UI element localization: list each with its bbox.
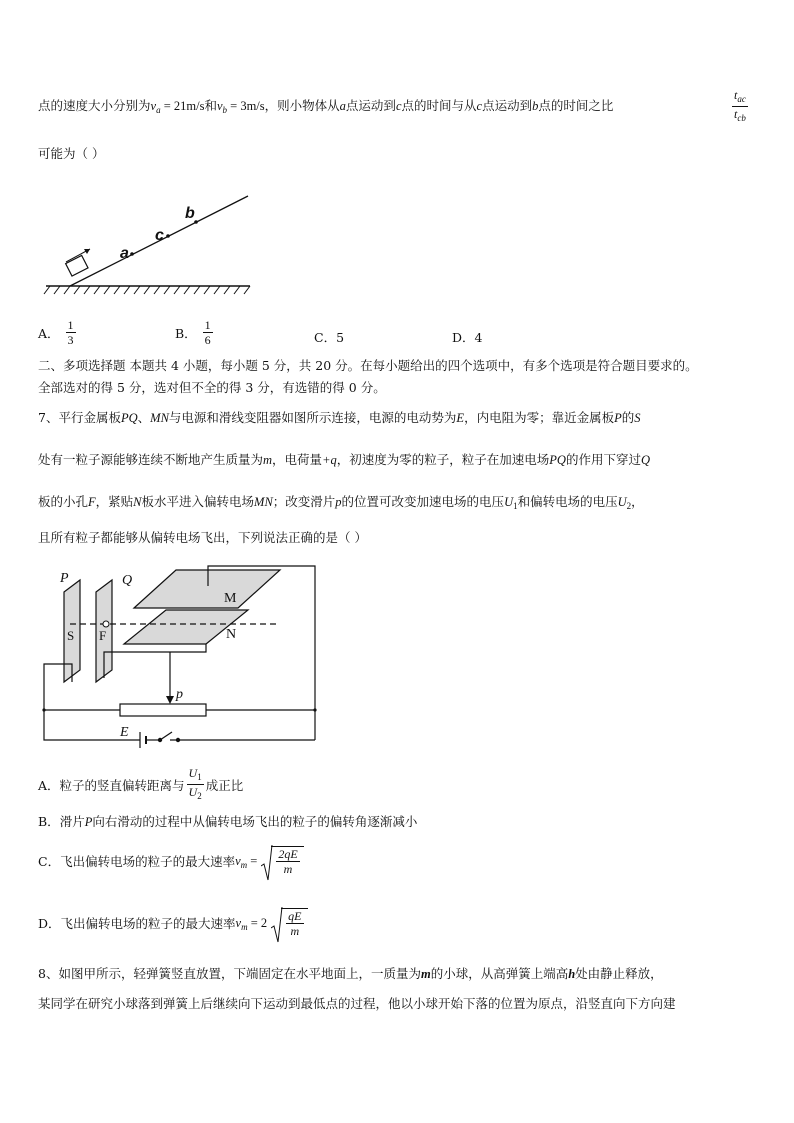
q7-option-c[interactable]: C．飞出偏转电场的粒子的最大速率$v_m$ = $\frac{2qE}{m}$	[38, 846, 304, 876]
section2-line2: 全部选对的得 5 分，选对但不全的得 3 分，有选错的得 0 分。	[38, 380, 386, 395]
sliding-block	[66, 255, 88, 276]
q6-option-d[interactable]: D．4	[452, 330, 483, 345]
point-a	[130, 252, 134, 256]
fig-label-N: N	[226, 627, 237, 642]
battery-icon	[140, 732, 160, 748]
q7-option-d[interactable]: D．飞出偏转电场的粒子的最大速率$v_m = 2$ $\frac{qE}{m}$	[38, 908, 308, 938]
time-ratio-fraction: $t_{ac}$ $t_{cb}$	[734, 88, 746, 123]
fig-label-M: M	[224, 591, 237, 606]
fig-label-P: P	[60, 571, 69, 586]
q7-option-a[interactable]: A．粒子的竖直偏转距离与 $\frac{U_1}{U_2}$ 成正比	[38, 766, 244, 801]
wire-n-bottom	[104, 644, 206, 678]
label-a: a	[120, 245, 129, 262]
q7-stem-line2: 处有一粒子源能够连续不断地产生质量为m，电荷量+q，初速度为零的粒子，粒子在加速电场PQ的作用下穿过Q	[38, 452, 650, 467]
q8-stem-line2: 某同学在研究小球落到弹簧上后继续向下运动到最低点的过程，他以小球开始下落的位置为原点，沿竖直向下方向建	[38, 996, 676, 1011]
q6-stem-line1: 点的速度大小分别为$v_a = 21m/s$和$v_b = 3m/s$，则小物体从a点运动到c点的时间与从c点运动到b点的时间之比	[38, 98, 614, 115]
q7-stem-line4: 且所有粒子都能够从偏转电场飞出，下列说法正确的是（ ）	[38, 530, 367, 545]
sqrt-c: $\frac{2qE}{m}$	[261, 846, 303, 876]
fig-label-S: S	[67, 628, 75, 643]
ground-hatching	[44, 286, 250, 294]
q7-option-b[interactable]: B．滑片P向右滑动的过程中从偏转电场飞出的粒子的偏转角逐渐减小	[38, 814, 418, 829]
fig-label-F: F	[99, 628, 107, 643]
label-c: c	[155, 227, 164, 244]
sqrt-d: $\frac{qE}{m}$	[271, 908, 307, 938]
q7-stem-line3: 板的小孔F，紧贴N板水平进入偏转电场MN；改变滑片p的位置可改变加速电场的电压$U_1$和偏转电场的电压$U_2$，	[38, 494, 644, 511]
q6-option-a[interactable]: A． $\frac{1}{3}$	[38, 318, 74, 347]
rheostat	[120, 704, 206, 716]
label-b: b	[185, 205, 195, 222]
q6-option-b[interactable]: B． $\frac{1}{6}$	[175, 318, 211, 347]
section2-line1: 二、多项选择题 本题共 4 小题，每小题 5 分，共 20 分。在每小题给出的四个选项中，有多个选项是符合题目要求的。	[38, 358, 698, 373]
fig-label-Q: Q	[122, 573, 133, 588]
fig-label-E: E	[120, 725, 129, 740]
q6-stem-line2: 可能为（ ）	[38, 146, 105, 161]
circuit-figure	[40, 560, 330, 750]
q6-option-c[interactable]: C．5	[314, 330, 345, 345]
switch-icon	[158, 732, 179, 742]
q8-stem-line1: 8、如图甲所示，轻弹簧竖直放置，下端固定在水平地面上，一质量为m的小球，从高弹簧上端高h处由静止释放，	[38, 966, 663, 981]
point-c	[166, 234, 170, 238]
q7-stem-line1: 7、平行金属板PQ、MN与电源和滑线变阻器如图所示连接，电源的电动势为E，内电阻为零；靠近金属板P的S	[38, 410, 641, 425]
incline-figure	[40, 190, 260, 300]
fig-label-p: p	[176, 687, 183, 702]
slider-arrow-icon	[166, 696, 174, 704]
plate-m	[134, 570, 280, 608]
